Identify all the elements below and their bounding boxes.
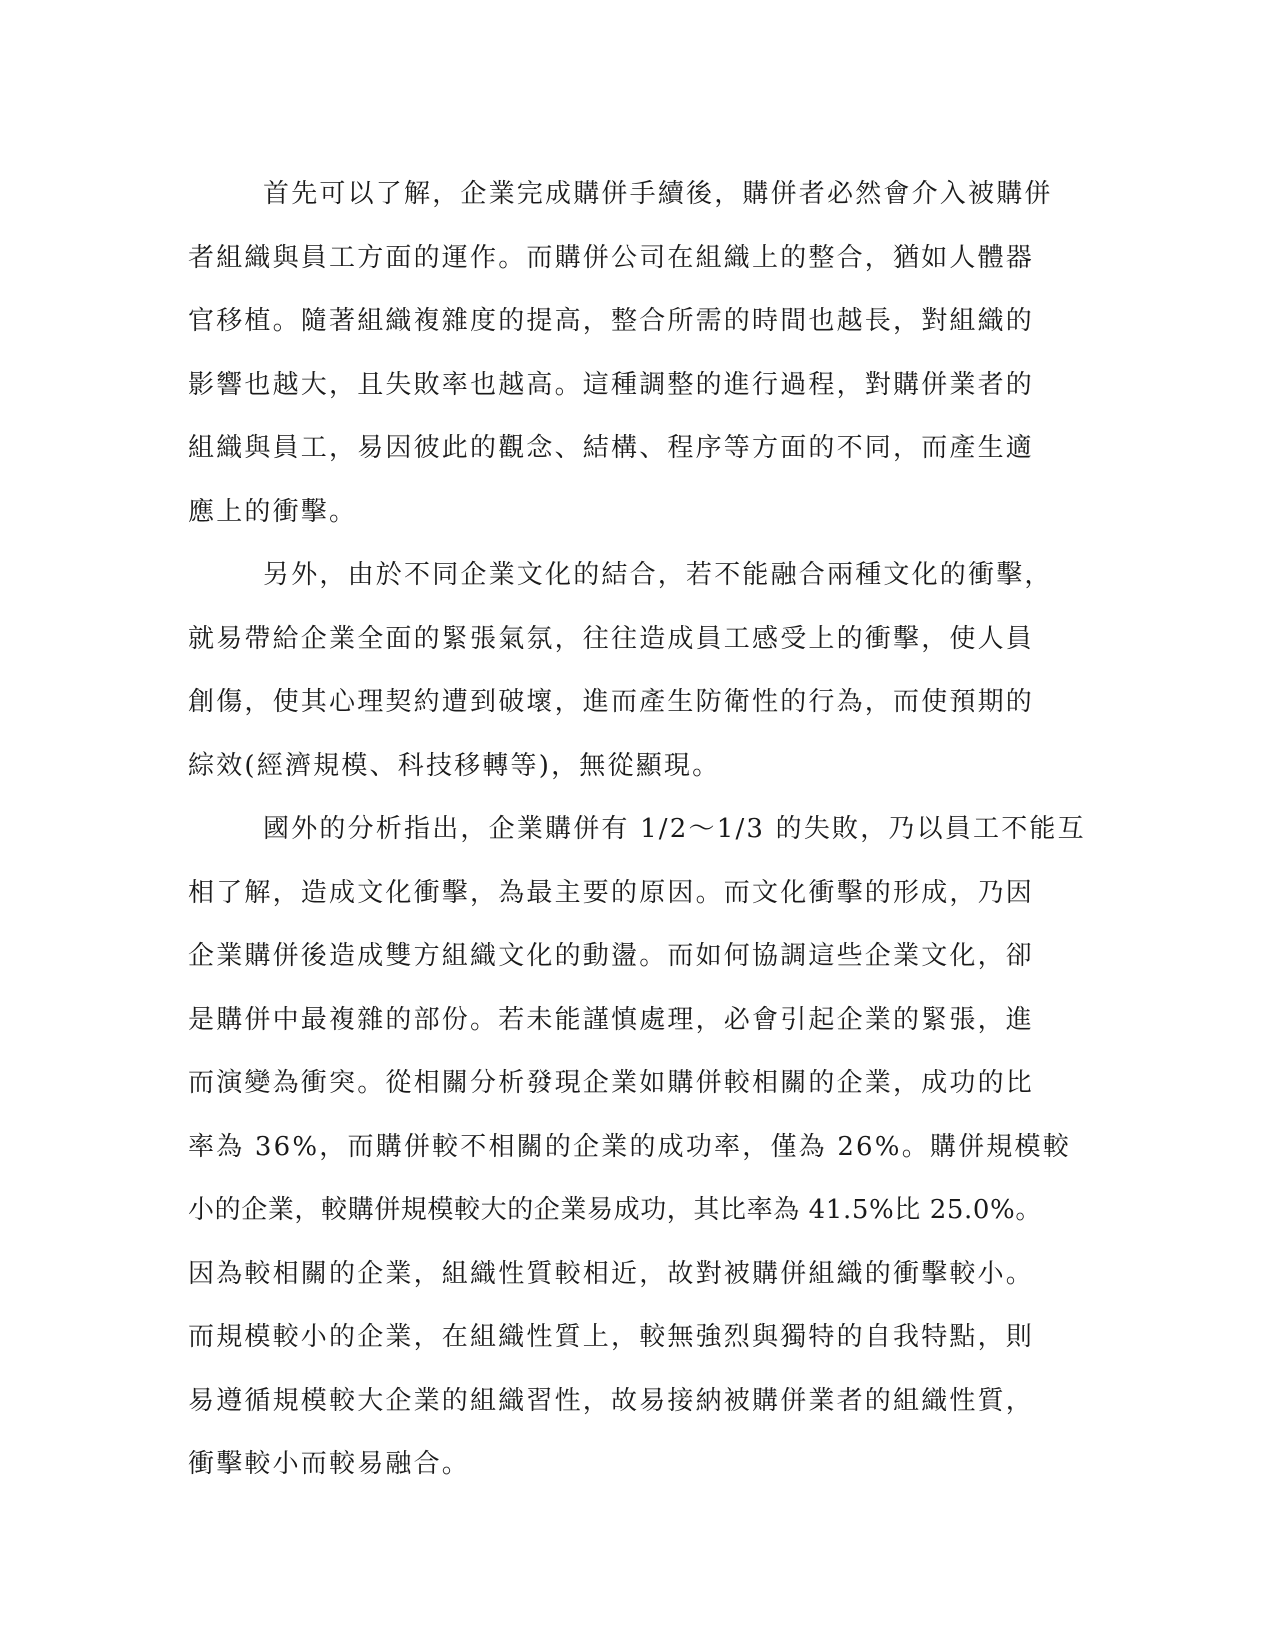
paragraph-1-line-6: 應上的衝擊。 [188,496,358,527]
paragraph-2-line-1: 另外，由於不同企業文化的結合，若不能融合兩種文化的衝擊， [263,560,1053,590]
paragraph-3-line-9: 而規模較小的企業，在組織性質上，較無強烈與獨特的自我特點，則 [188,1322,1035,1352]
paragraph-3-line-1: 國外的分析指出，企業購併有 1/2～1/3 的失敗，乃以員工不能互 [263,814,1086,844]
paragraph-3-line-4: 是購併中最複雜的部份。若未能謹慎處理，必會引起企業的緊張，進 [188,1004,1035,1035]
paragraph-2-line-3: 創傷，使其心理契約遭到破壞，進而產生防衛性的行為，而使預期的 [188,687,1035,717]
paragraph-3-line-2: 相了解，造成文化衝擊，為最主要的原因。而文化衝擊的形成，乃因 [188,877,1035,908]
paragraph-3-line-11: 衝擊較小而較易融合。 [188,1449,471,1479]
paragraph-3-line-8: 因為較相關的企業，組織性質較相近，故對被購併組織的衝擊較小。 [188,1258,1035,1289]
body-text [188,163,1086,1497]
paragraph-3-line-7: 小的企業，較購併規模較大的企業易成功，其比率為 41.5%比 25.0%。 [188,1195,1042,1225]
paragraph-3-line-3: 企業購併後造成雙方組織文化的動盪。而如何協調這些企業文化，卻 [188,941,1035,971]
paragraph-1-line-5: 組織與員工，易因彼此的觀念、結構、程序等方面的不同，而產生適 [188,433,1035,463]
paragraph-2-line-2: 就易帶給企業全面的緊張氣氛，往往造成員工感受上的衝擊，使人員 [188,623,1035,654]
paragraph-1-line-1: 首先可以了解，企業完成購併手續後，購併者必然會介入被購併 [263,179,1053,209]
paragraph-3-line-5: 而演變為衝突。從相關分析發現企業如購併較相關的企業，成功的比 [188,1068,1035,1098]
paragraph-1-line-2: 者組織與員工方面的運作。而購併公司在組織上的整合，猶如人體器 [188,242,1035,273]
paragraph-1-line-4: 影響也越大，且失敗率也越高。這種調整的進行過程，對購併業者的 [188,369,1035,400]
paragraph-3-line-10: 易遵循規模較大企業的組織習性，故易接納被購併業者的組織性質， [188,1385,1035,1416]
paragraph-2-line-4: 綜效(經濟規模、科技移轉等)，無從顯現。 [188,750,721,781]
paragraph-3-line-6: 率為 36%，而購併較不相關的企業的成功率，僅為 26%。購併規模較 [188,1131,1071,1162]
paragraph-1-line-3: 官移植。隨著組織複雜度的提高，整合所需的時間也越長，對組織的 [188,306,1035,336]
